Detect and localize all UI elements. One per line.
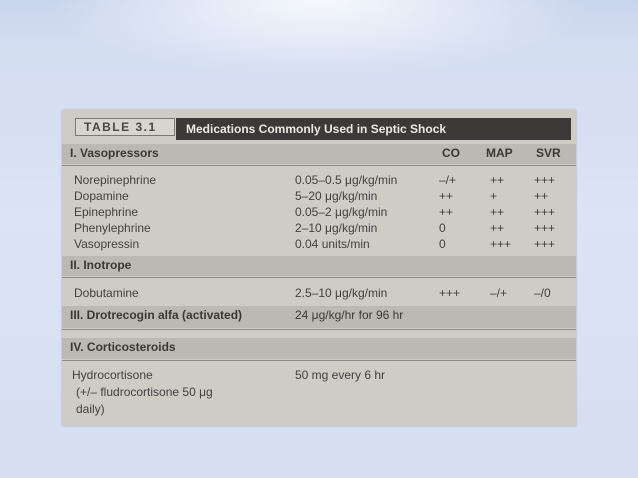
section-corticosteroids-band (62, 338, 576, 359)
section-heading-vasopressors: I. Vasopressors (70, 146, 159, 160)
drug-name: Dobutamine (74, 286, 139, 300)
column-header-map: MAP (486, 146, 513, 160)
divider (62, 329, 576, 330)
divider (62, 360, 576, 361)
drug-dose: 5–20 μg/kg/min (295, 189, 378, 203)
drug-dose: 0.04 units/min (295, 237, 370, 251)
drug-co: ++ (439, 205, 454, 219)
drug-name: Norepinephrine (74, 173, 157, 187)
drug-map: + (490, 189, 498, 203)
section-drotrecogin-band (62, 306, 576, 328)
divider (62, 277, 576, 278)
column-header-svr: SVR (536, 146, 561, 160)
drug-co: 0 (439, 221, 446, 235)
drug-name: Phenylephrine (74, 221, 151, 235)
section-heading-corticosteroids: IV. Corticosteroids (70, 340, 176, 354)
drug-dose: 0.05–2 μg/kg/min (295, 205, 388, 219)
table-header (62, 115, 576, 139)
section-inotrope-band (62, 256, 576, 276)
drug-co: +++ (439, 286, 461, 300)
drug-map: +++ (490, 237, 512, 251)
table-number: TABLE 3.1 (75, 118, 175, 136)
drug-co: ++ (439, 189, 454, 203)
drug-name: Dopamine (74, 189, 129, 203)
table-title: Medications Commonly Used in Septic Shock (176, 118, 571, 140)
section-heading-inotrope: II. Inotrope (70, 258, 132, 272)
drug-svr: +++ (534, 205, 556, 219)
drug-svr: +++ (534, 173, 556, 187)
drug-map: –/+ (490, 286, 508, 300)
drug-dose: 24 μg/kg/hr for 96 hr (295, 308, 404, 322)
divider (62, 165, 576, 166)
drug-name: Epinephrine (74, 205, 139, 219)
drug-dose: 50 mg every 6 hr (295, 368, 386, 382)
drug-svr: –/0 (534, 286, 551, 300)
drug-svr: +++ (534, 237, 556, 251)
column-header-co: CO (442, 146, 460, 160)
drug-name: Vasopressin (74, 237, 140, 251)
drug-dose: 2–10 μg/kg/min (295, 221, 378, 235)
slide-background-glow (0, 0, 638, 90)
drug-map: ++ (490, 205, 505, 219)
drug-name-note: (+/– fludrocortisone 50 μg (76, 385, 213, 399)
drug-name-note: daily) (76, 402, 105, 416)
drug-name: Hydrocortisone (72, 368, 153, 382)
drug-map: ++ (490, 173, 505, 187)
drug-dose: 0.05–0.5 μg/kg/min (295, 173, 398, 187)
section-vasopressors-band (62, 144, 576, 164)
drug-svr: ++ (534, 189, 549, 203)
drug-co: 0 (439, 237, 446, 251)
section-heading-drotrecogin: III. Drotrecogin alfa (activated) (70, 308, 243, 322)
drug-svr: +++ (534, 221, 556, 235)
drug-map: ++ (490, 221, 505, 235)
drug-co: –/+ (439, 173, 457, 187)
drug-dose: 2.5–10 μg/kg/min (295, 286, 388, 300)
table-photo (62, 110, 576, 426)
